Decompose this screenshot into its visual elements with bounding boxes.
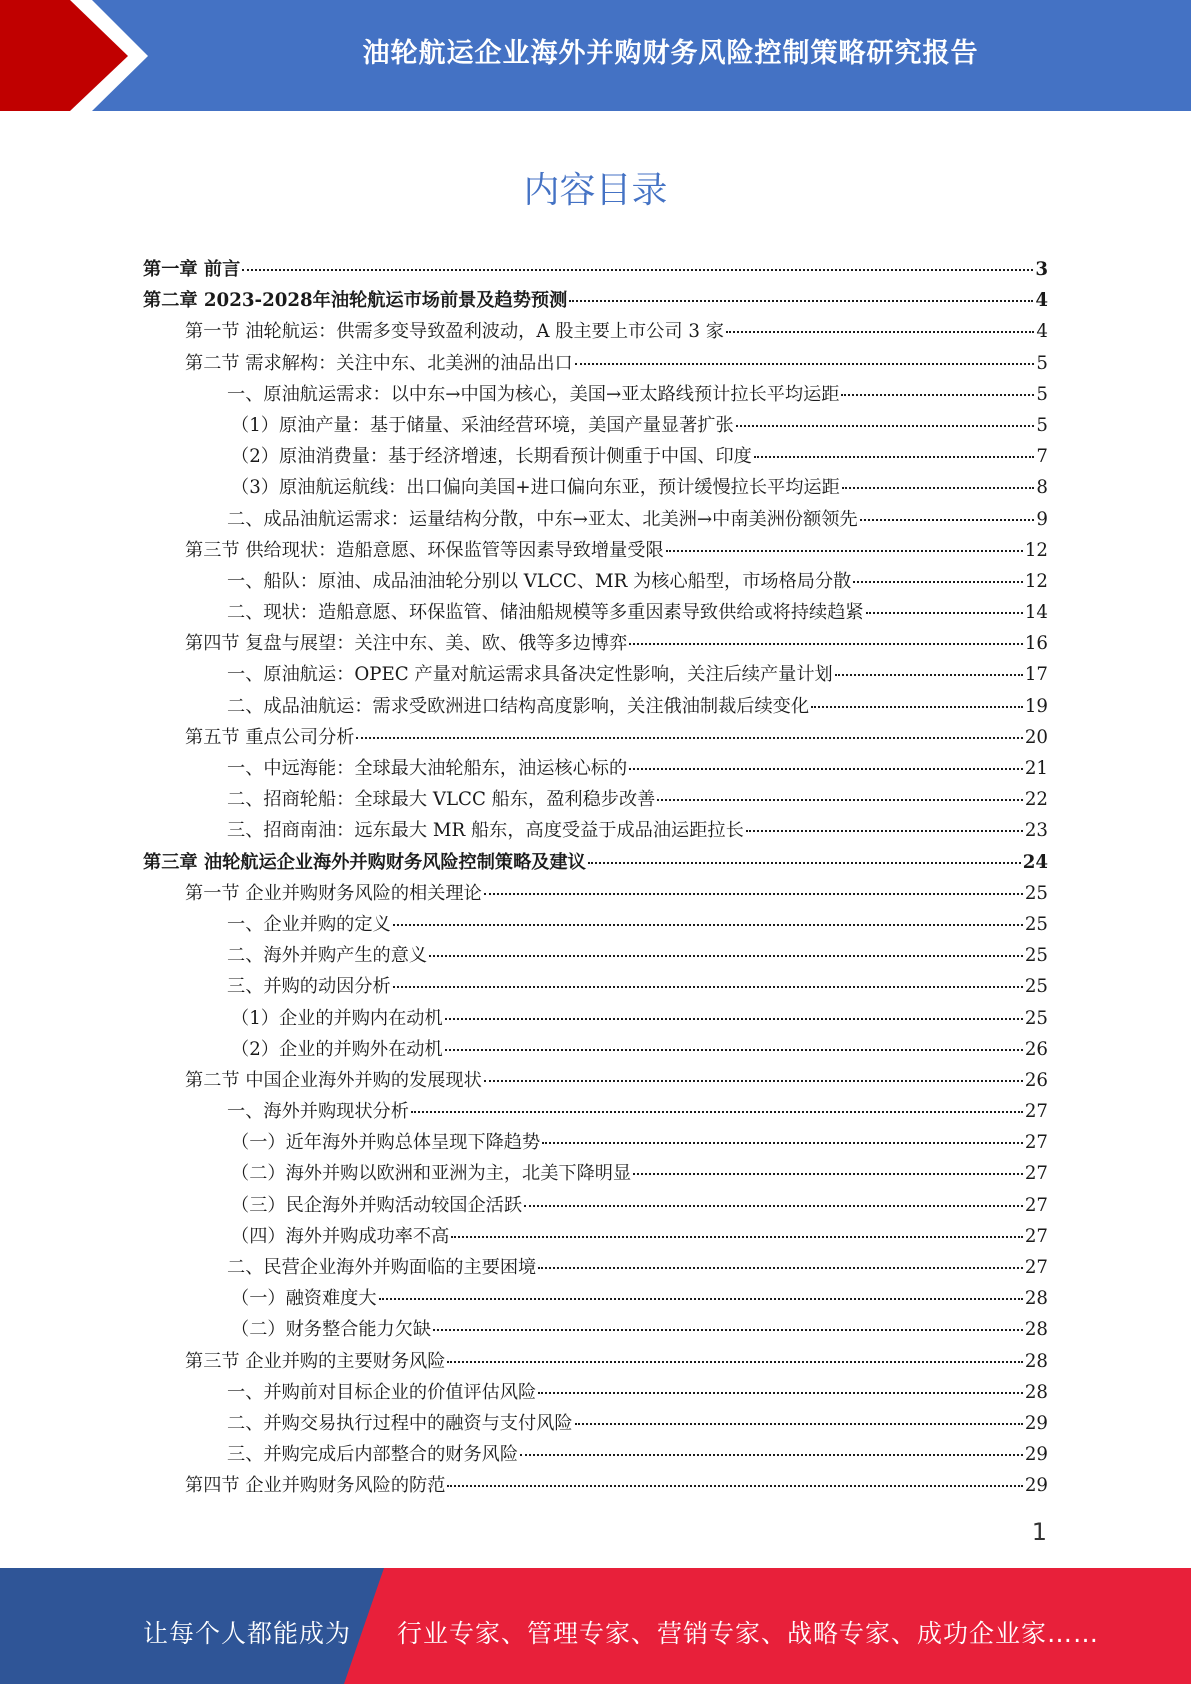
toc-entry-title: 一、原油航运：OPEC 产量对航运需求具备决定性影响，关注后续产量计划 [227, 664, 833, 686]
toc-entry[interactable] [143, 379, 1048, 410]
toc-entry-title: 二、海外并购产生的意义 [227, 945, 428, 967]
toc-entry-page: 27 [1024, 1257, 1048, 1278]
toc-leader-dots [538, 1391, 1023, 1394]
toc-entry[interactable] [143, 566, 1048, 597]
toc-entry-title: 二、现状：造船意愿、环保监管、储油船规模等多重因素导致供给或将持续趋紧 [227, 602, 864, 624]
toc-entry-title: （二）财务整合能力欠缺 [231, 1319, 432, 1341]
toc-entry-page: 29 [1024, 1444, 1048, 1466]
toc-entry[interactable] [143, 1065, 1048, 1096]
toc-heading: 内容目录 [523, 170, 668, 211]
toc-entry-title: 第二章 2023-2028年油轮航运市场前景及趋势预测 [143, 290, 568, 312]
toc-entry-title: 第二节 需求解构：关注中东、北美洲的油品出口 [185, 352, 573, 374]
toc-entry[interactable] [143, 784, 1048, 815]
toc-entry-title: （1）企业的并购内在动机 [231, 1007, 443, 1029]
toc-entry-title: 第五节 重点公司分析 [185, 726, 355, 748]
toc-leader-dots [754, 455, 1035, 458]
toc-leader-dots [633, 1172, 1023, 1175]
toc-entry[interactable] [143, 1470, 1048, 1501]
footer-slogan-left: 让每个人都能成为 [143, 1619, 352, 1648]
toc-entry-title: 三、并购完成后内部整合的财务风险 [227, 1444, 519, 1466]
toc-leader-dots [433, 1328, 1023, 1331]
toc-entry[interactable] [143, 316, 1048, 347]
toc-entry-page: 5 [1036, 383, 1048, 405]
toc-entry-title: 一、并购前对目标企业的价值评估风险 [227, 1381, 537, 1403]
toc-entry-page: 16 [1024, 633, 1048, 655]
toc-entry-page: 27 [1024, 1101, 1048, 1123]
toc-entry[interactable] [143, 597, 1048, 628]
toc-entry-title: 三、招商南油：远东最大 MR 船东，高度受益于成品油运距拉长 [227, 820, 744, 842]
page-number: 1 [1031, 1518, 1047, 1546]
toc-entry-title: 二、并购交易执行过程中的融资与支付风险 [227, 1412, 573, 1434]
toc-leader-dots [445, 1017, 1023, 1020]
toc-entry-page: 3 [1035, 259, 1048, 280]
footer-slogan-right: 行业专家、管理专家、营销专家、战略专家、成功企业家…… [397, 1619, 1100, 1648]
toc-entry-title: （2）原油消费量：基于经济增速，长期看预计侧重于中国、印度 [231, 446, 752, 468]
toc-leader-dots [835, 673, 1023, 676]
toc-entry-page: 27 [1024, 1225, 1048, 1247]
toc-leader-dots [866, 611, 1023, 614]
toc-entry[interactable] [143, 1221, 1048, 1252]
toc-entry-page: 5 [1036, 352, 1048, 374]
toc-entry[interactable] [143, 1158, 1048, 1189]
toc-entry-title: 二、民营企业海外并购面临的主要困境 [227, 1257, 537, 1278]
toc-entry-title: 一、海外并购现状分析 [227, 1101, 409, 1123]
toc-entry[interactable] [143, 722, 1048, 753]
toc-entry-page: 25 [1024, 1007, 1048, 1029]
toc-entry[interactable] [143, 1190, 1048, 1221]
toc-leader-dots [629, 642, 1023, 645]
toc-entry-page: 19 [1024, 695, 1048, 717]
toc-entry[interactable] [143, 1252, 1048, 1283]
toc-entry[interactable] [143, 909, 1048, 940]
toc-entry-title: （一）融资难度大 [231, 1288, 377, 1310]
toc-entry-title: （2）企业的并购外在动机 [231, 1038, 443, 1060]
toc-entry[interactable] [143, 410, 1048, 441]
toc-leader-dots [447, 1484, 1022, 1487]
toc-entry-title: （一）近年海外并购总体呈现下降趋势 [231, 1132, 541, 1154]
toc-entry-title: （1）原油产量：基于储量、采油经营环境，美国产量显著扩张 [231, 414, 734, 436]
toc-entry-title: 二、成品油航运：需求受欧洲进口结构高度影响，关注俄油制裁后续变化 [227, 695, 810, 717]
header-arrow-decoration [0, 0, 160, 111]
toc-entry-page: 4 [1035, 290, 1048, 312]
toc-entry-page: 23 [1024, 820, 1048, 842]
toc-leader-dots [393, 985, 1023, 988]
toc-entry-title: （二）海外并购以欧洲和亚洲为主，北美下降明显 [231, 1163, 632, 1185]
toc-entry[interactable] [143, 691, 1048, 722]
toc-leader-dots [726, 330, 1035, 333]
toc-entry[interactable] [143, 441, 1048, 472]
toc-entry-title: 一、船队：原油、成品油油轮分别以 VLCC、MR 为核心船型，市场格局分散 [227, 570, 852, 592]
toc-entry[interactable] [143, 878, 1048, 909]
toc-entry[interactable] [143, 847, 1048, 878]
toc-entry[interactable] [143, 815, 1048, 846]
toc-leader-dots [811, 705, 1023, 708]
toc-entry[interactable] [143, 285, 1048, 316]
toc-entry[interactable] [143, 1127, 1048, 1158]
toc-entry[interactable] [143, 1408, 1048, 1439]
toc-entry-page: 28 [1024, 1350, 1048, 1372]
toc-leader-dots [484, 892, 1023, 895]
toc-entry-page: 4 [1036, 321, 1048, 343]
toc-leader-dots [629, 767, 1023, 770]
toc-leader-dots [746, 829, 1023, 832]
toc-leader-dots [841, 393, 1034, 396]
toc-leader-dots [842, 486, 1035, 489]
toc-entry-title: 第三章 油轮航运企业海外并购财务风险控制策略及建议 [143, 851, 586, 873]
toc-entry[interactable] [143, 1096, 1048, 1127]
toc-entry-title: 一、原油航运需求：以中东→中国为核心，美国→亚太路线预计拉长平均运距 [227, 383, 840, 405]
toc-entry[interactable] [143, 1034, 1048, 1065]
toc-leader-dots [524, 1204, 1023, 1207]
toc-entry[interactable] [143, 1283, 1048, 1314]
toc-entry-title: （3）原油航运航线：出口偏向美国+进口偏向东亚，预计缓慢拉长平均运距 [231, 477, 840, 499]
toc-leader-dots [575, 362, 1035, 365]
toc-entry-title: 第一章 前言 [143, 259, 241, 280]
toc-entry-page: 5 [1036, 414, 1048, 436]
toc-entry-title: （三）民企海外并购活动较国企活跃 [231, 1194, 523, 1216]
toc-leader-dots [484, 1079, 1023, 1082]
table-of-contents [143, 254, 1048, 1502]
toc-leader-dots [657, 798, 1022, 801]
toc-entry-title: 第一节 企业并购财务风险的相关理论 [185, 882, 482, 904]
toc-entry[interactable] [143, 1003, 1048, 1034]
toc-entry-title: 二、成品油航运需求：运量结构分散，中东→亚太、北美洲→中南美洲份额领先 [227, 508, 858, 530]
toc-entry[interactable] [143, 254, 1048, 285]
toc-leader-dots [736, 424, 1035, 427]
toc-entry-title: 二、招商轮船：全球最大 VLCC 船东，盈利稳步改善 [227, 789, 656, 811]
toc-entry[interactable] [143, 1439, 1048, 1470]
toc-entry-title: 一、中远海能：全球最大油轮船东，油运核心标的 [227, 758, 628, 779]
toc-entry[interactable] [143, 535, 1048, 566]
toc-entry-page: 25 [1024, 976, 1048, 998]
toc-entry-page: 25 [1024, 913, 1048, 935]
toc-entry-page: 20 [1024, 726, 1048, 748]
toc-entry-title: 第一节 油轮航运：供需多变导致盈利波动，A 股主要上市公司 3 家 [185, 321, 724, 343]
toc-leader-dots [588, 861, 1021, 864]
toc-entry-page: 9 [1036, 508, 1048, 530]
toc-leader-dots [666, 549, 1023, 552]
toc-entry[interactable] [143, 659, 1048, 690]
toc-entry-page: 27 [1024, 1163, 1048, 1185]
toc-entry[interactable] [143, 1314, 1048, 1345]
toc-leader-dots [393, 923, 1023, 926]
toc-leader-dots [451, 1235, 1023, 1238]
toc-entry[interactable] [143, 971, 1048, 1002]
toc-entry-title: 第三节 企业并购的主要财务风险 [185, 1350, 446, 1372]
toc-entry-page: 26 [1024, 1069, 1048, 1091]
toc-entry-title: 第四节 复盘与展望：关注中东、美、欧、俄等多边博弈 [185, 633, 628, 655]
toc-entry[interactable] [143, 940, 1048, 971]
toc-entry[interactable] [143, 472, 1048, 503]
toc-entry-page: 27 [1024, 1132, 1048, 1154]
toc-leader-dots [411, 1110, 1023, 1113]
toc-entry[interactable] [143, 1346, 1048, 1377]
toc-entry-page: 17 [1024, 664, 1048, 686]
toc-entry-page: 12 [1024, 570, 1048, 592]
toc-entry-page: 26 [1024, 1038, 1048, 1060]
toc-entry[interactable] [143, 348, 1048, 379]
toc-entry[interactable] [143, 504, 1048, 535]
toc-leader-dots [853, 580, 1022, 583]
toc-entry-page: 22 [1024, 789, 1048, 811]
toc-entry[interactable] [143, 628, 1048, 659]
toc-entry-page: 28 [1024, 1381, 1048, 1403]
toc-entry-title: 第三节 供给现状：造船意愿、环保监管等因素导致增量受限 [185, 539, 664, 561]
toc-leader-dots [860, 518, 1035, 521]
toc-entry-page: 29 [1024, 1412, 1048, 1434]
toc-entry-page: 8 [1036, 477, 1048, 499]
toc-leader-dots [569, 299, 1033, 302]
toc-entry-title: （四）海外并购成功率不高 [231, 1225, 450, 1247]
toc-entry-title: 一、企业并购的定义 [227, 913, 391, 935]
toc-entry-page: 25 [1024, 945, 1048, 967]
toc-entry-page: 27 [1024, 1194, 1048, 1216]
toc-entry-title: 第二节 中国企业海外并购的发展现状 [185, 1069, 482, 1091]
toc-entry-page: 29 [1024, 1475, 1048, 1497]
toc-leader-dots [538, 1266, 1023, 1269]
toc-entry-page: 7 [1036, 446, 1048, 468]
toc-entry-page: 12 [1024, 539, 1048, 561]
toc-entry-title: 三、并购的动因分析 [227, 976, 391, 998]
report-title: 油轮航运企业海外并购财务风险控制策略研究报告 [362, 37, 979, 69]
toc-entry-page: 21 [1024, 758, 1048, 779]
toc-entry-page: 28 [1024, 1288, 1048, 1310]
toc-entry-page: 24 [1022, 851, 1048, 873]
page-header [0, 0, 1191, 111]
toc-leader-dots [542, 1141, 1023, 1144]
toc-entry-title: 第四节 企业并购财务风险的防范 [185, 1475, 446, 1497]
toc-leader-dots [445, 1048, 1023, 1051]
toc-leader-dots [520, 1453, 1023, 1456]
toc-leader-dots [356, 736, 1022, 739]
toc-leader-dots [429, 954, 1023, 957]
toc-entry-page: 28 [1024, 1319, 1048, 1341]
toc-entry-page: 14 [1024, 602, 1048, 624]
toc-leader-dots [575, 1422, 1023, 1425]
toc-entry[interactable] [143, 1377, 1048, 1408]
toc-leader-dots [379, 1297, 1023, 1300]
toc-entry[interactable] [143, 753, 1048, 784]
toc-leader-dots [447, 1360, 1022, 1363]
toc-leader-dots [242, 268, 1033, 271]
toc-entry-page: 25 [1024, 882, 1048, 904]
